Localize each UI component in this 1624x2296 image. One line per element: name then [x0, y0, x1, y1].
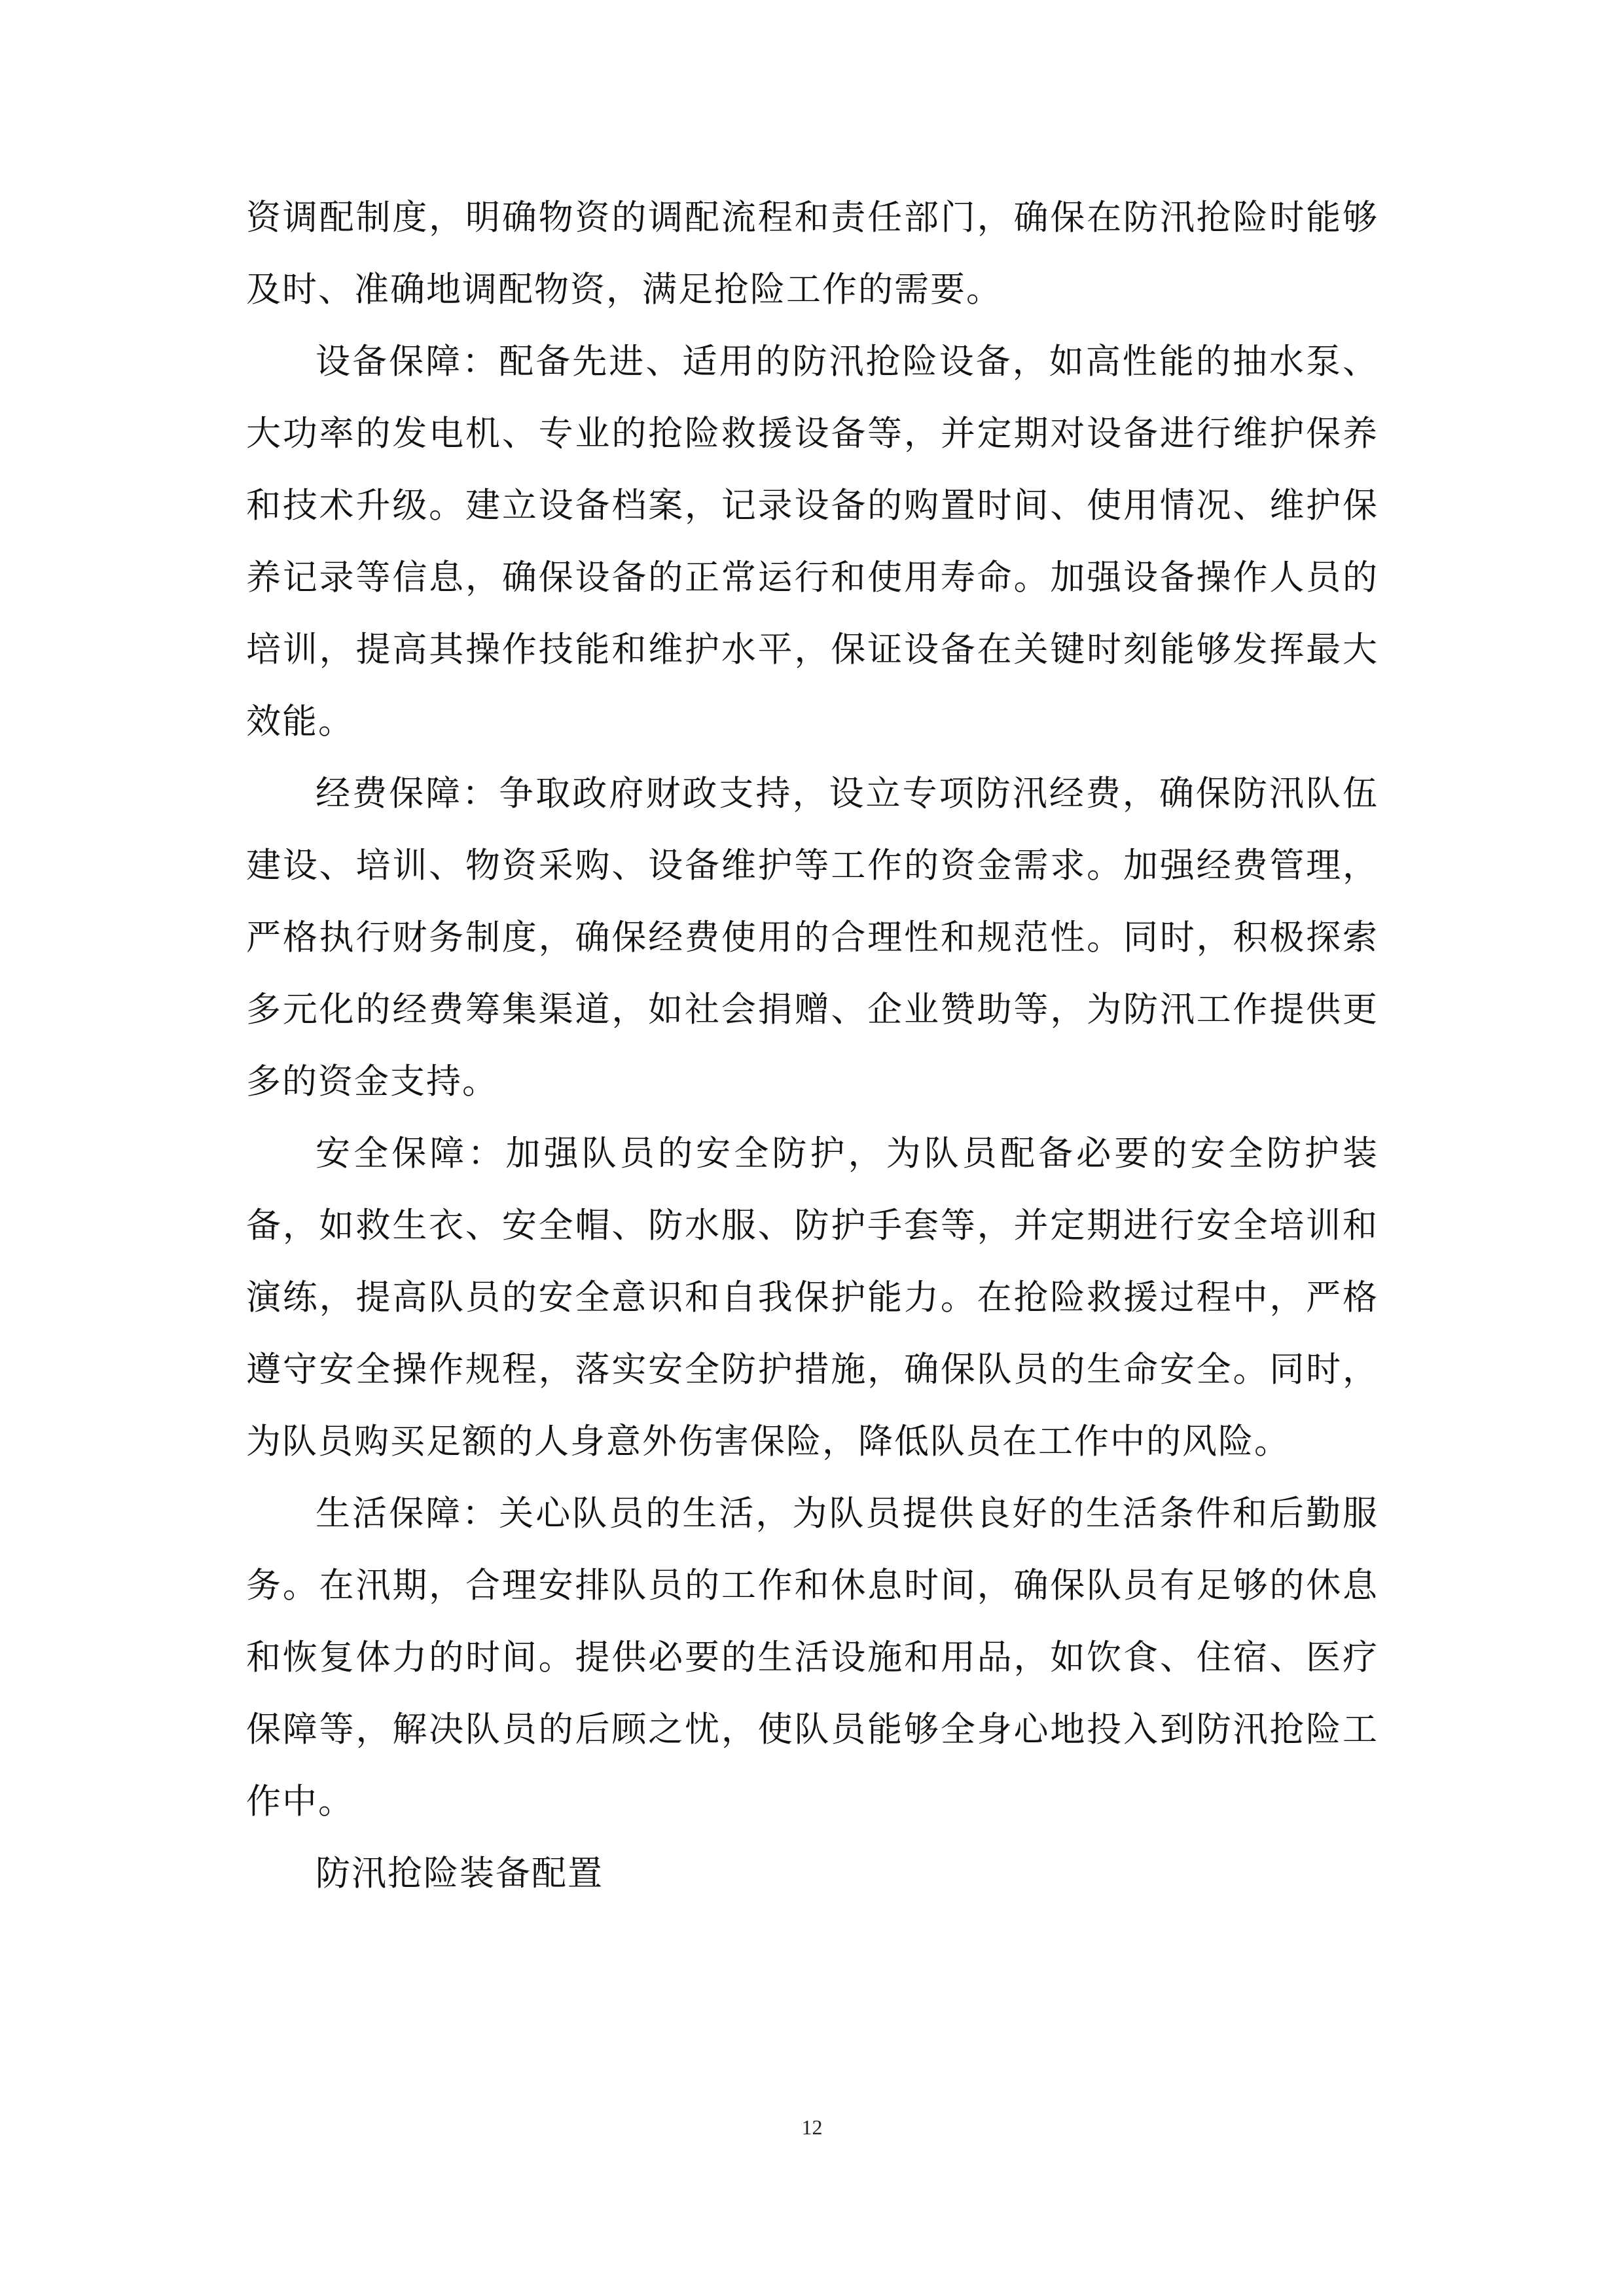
page-number: 12	[801, 2115, 823, 2139]
paragraph-material-dispatch: 资调配制度，明确物资的调配流程和责任部门，确保在防汛抢险时能够及时、准确地调配物资，满足抢险工作的需要。	[246, 198, 1379, 310]
paragraph-safety-guarantee: 安全保障：加强队员的安全防护，为队员配备必要的安全防护装备，如救生衣、安全帽、防水服、防护手套等，并定期进行安全培训和演练，提高队员的安全意识和自我保护能力。在抢险救援过程中，严格遵守安全操作规程，落实安全防护措施，确保队员的生命安全。同时，为队员购买足额的人身意外伤害保险，降低队员在工作中的风险。	[246, 1134, 1379, 1462]
paragraph-funding-guarantee: 经费保障：争取政府财政支持，设立专项防汛经费，确保防汛队伍建设、培训、物资采购、设备维护等工作的资金需求。加强经费管理，严格执行财务制度，确保经费使用的合理性和规范性。同时，积极探索多元化的经费筹集渠道，如社会捐赠、企业赞助等，为防汛工作提供更多的资金支持。	[246, 774, 1379, 1102]
section-heading: 防汛抢险装备配置	[316, 1854, 604, 1893]
paragraph-living-guarantee: 生活保障：关心队员的生活，为队员提供良好的生活条件和后勤服务。在汛期，合理安排队员的工作和休息时间，确保队员有足够的休息和恢复体力的时间。提供必要的生活设施和用品，如饮食、住宿、医疗保障等，解决队员的后顾之忧，使队员能够全身心地投入到防汛抢险工作中。	[246, 1494, 1379, 1821]
paragraph-equipment-guarantee: 设备保障：配备先进、适用的防汛抢险设备，如高性能的抽水泵、大功率的发电机、专业的抢险救援设备等，并定期对设备进行维护保养和技术升级。建立设备档案，记录设备的购置时间、使用情况、维护保养记录等信息，确保设备的正常运行和使用寿命。加强设备操作人员的培训，提高其操作技能和维护水平，保证设备在关键时刻能够发挥最大效能。	[246, 342, 1379, 742]
page-body	[246, 182, 1379, 1910]
